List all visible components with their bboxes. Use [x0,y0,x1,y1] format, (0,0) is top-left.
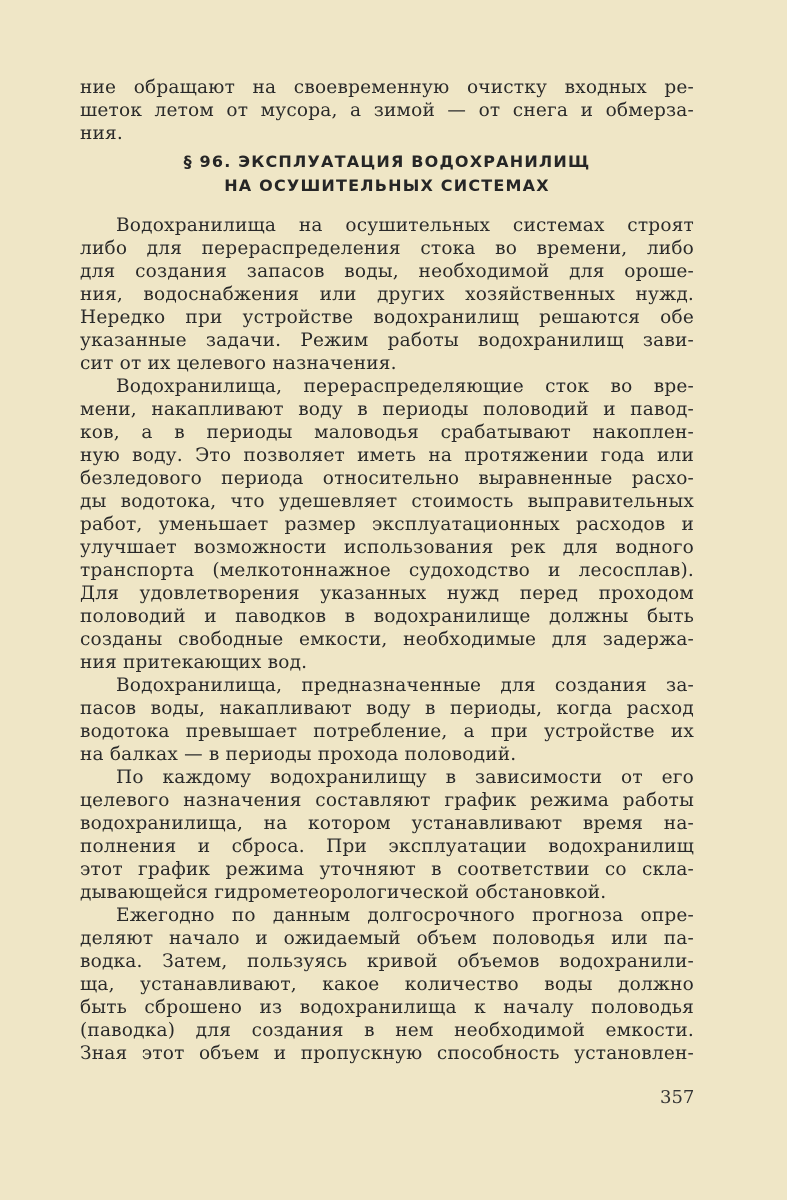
section-heading-line-2: НА ОСУШИТЕЛЬНЫХ СИСТЕМАХ [224,176,550,195]
text-line: ния, водоснабжения или других хозяйственных нужд. [80,284,694,305]
text-line: ща, устанавливают, какое количество воды должно [80,974,694,995]
text-line: мени, накапливают воду в периоды половодий и павод- [80,399,694,420]
text-line: сит от их целевого назначения. [80,353,397,374]
text-line: Водохранилища, перераспределяющие сток во вре- [116,376,694,397]
text-line: полнения и сброса. При эксплуатации водохранилищ [80,836,694,857]
text-line: (паводка) для создания в нем необходимой емкости. [80,1020,694,1041]
section-body [80,214,694,1065]
text-line: созданы свободные емкости, необходимые для задержа- [80,629,694,650]
text-line: либо для перераспределения стока во времени, либо [80,238,694,259]
text-line: ков, а в периоды маловодья срабатывают накоплен- [80,422,694,443]
text-line: деляют начало и ожидаемый объем половодья или па- [80,928,694,949]
section-heading-line-1: § 96. ЭКСПЛУАТАЦИЯ ВОДОХРАНИЛИЩ [183,152,591,171]
section-heading [80,150,694,198]
text-line: дывающейся гидрометеорологической обстановкой. [80,882,607,903]
text-line: безледового периода относительно выравненные расхо- [80,468,694,489]
text-line: водотока превышает потребление, а при устройстве их [80,721,694,742]
text-line: Ежегодно по данным долгосрочного прогноза опре- [116,905,694,926]
text-line: половодий и паводков в водохранилище должны быть [80,606,694,627]
text-line: Нередко при устройстве водохранилищ решаются обе [80,307,694,328]
page-number: 357 [660,1087,695,1108]
text-line: на балках — в периоды прохода половодий. [80,744,517,765]
text-line: указанные задачи. Режим работы водохранилищ зави- [80,330,694,351]
text-line: По каждому водохранилищу в зависимости от его [116,767,694,788]
text-line: Водохранилища, предназначенные для создания за- [116,675,694,696]
text-line: этот график режима уточняют в соответствии со скла- [80,859,694,880]
text-line: пасов воды, накапливают воду в периоды, когда расход [80,698,694,719]
top-paragraph-continuation [80,76,694,145]
text-line: транспорта (мелкотоннажное судоходство и лесосплав). [80,560,694,581]
text-line: водохранилища, на котором устанавливают время на- [80,813,694,834]
text-line: целевого назначения составляют график режима работы [80,790,694,811]
text-line: ние обращают на своевременную очистку входных ре- [80,77,694,98]
text-line: водка. Затем, пользуясь кривой объемов водохранили- [80,951,694,972]
text-line: ния. [80,123,124,144]
text-line: ния притекающих вод. [80,652,308,673]
text-line: шеток летом от мусора, а зимой — от снега и обмерза- [80,100,694,121]
text-line: ды водотока, что удешевляет стоимость выправительных [80,491,694,512]
text-line: для создания запасов воды, необходимой для ороше- [80,261,694,282]
text-line: Для удовлетворения указанных нужд перед проходом [80,583,694,604]
text-line: Водохранилища на осушительных системах строят [116,215,694,236]
text-line: работ, уменьшает размер эксплуатационных расходов и [80,514,694,535]
text-line: улучшает возможности использования рек для водного [80,537,694,558]
text-line: быть сброшено из водохранилища к началу половодья [80,997,694,1018]
text-line: ную воду. Это позволяет иметь на протяжении года или [80,445,694,466]
text-line: Зная этот объем и пропускную способность установлен- [80,1043,694,1064]
